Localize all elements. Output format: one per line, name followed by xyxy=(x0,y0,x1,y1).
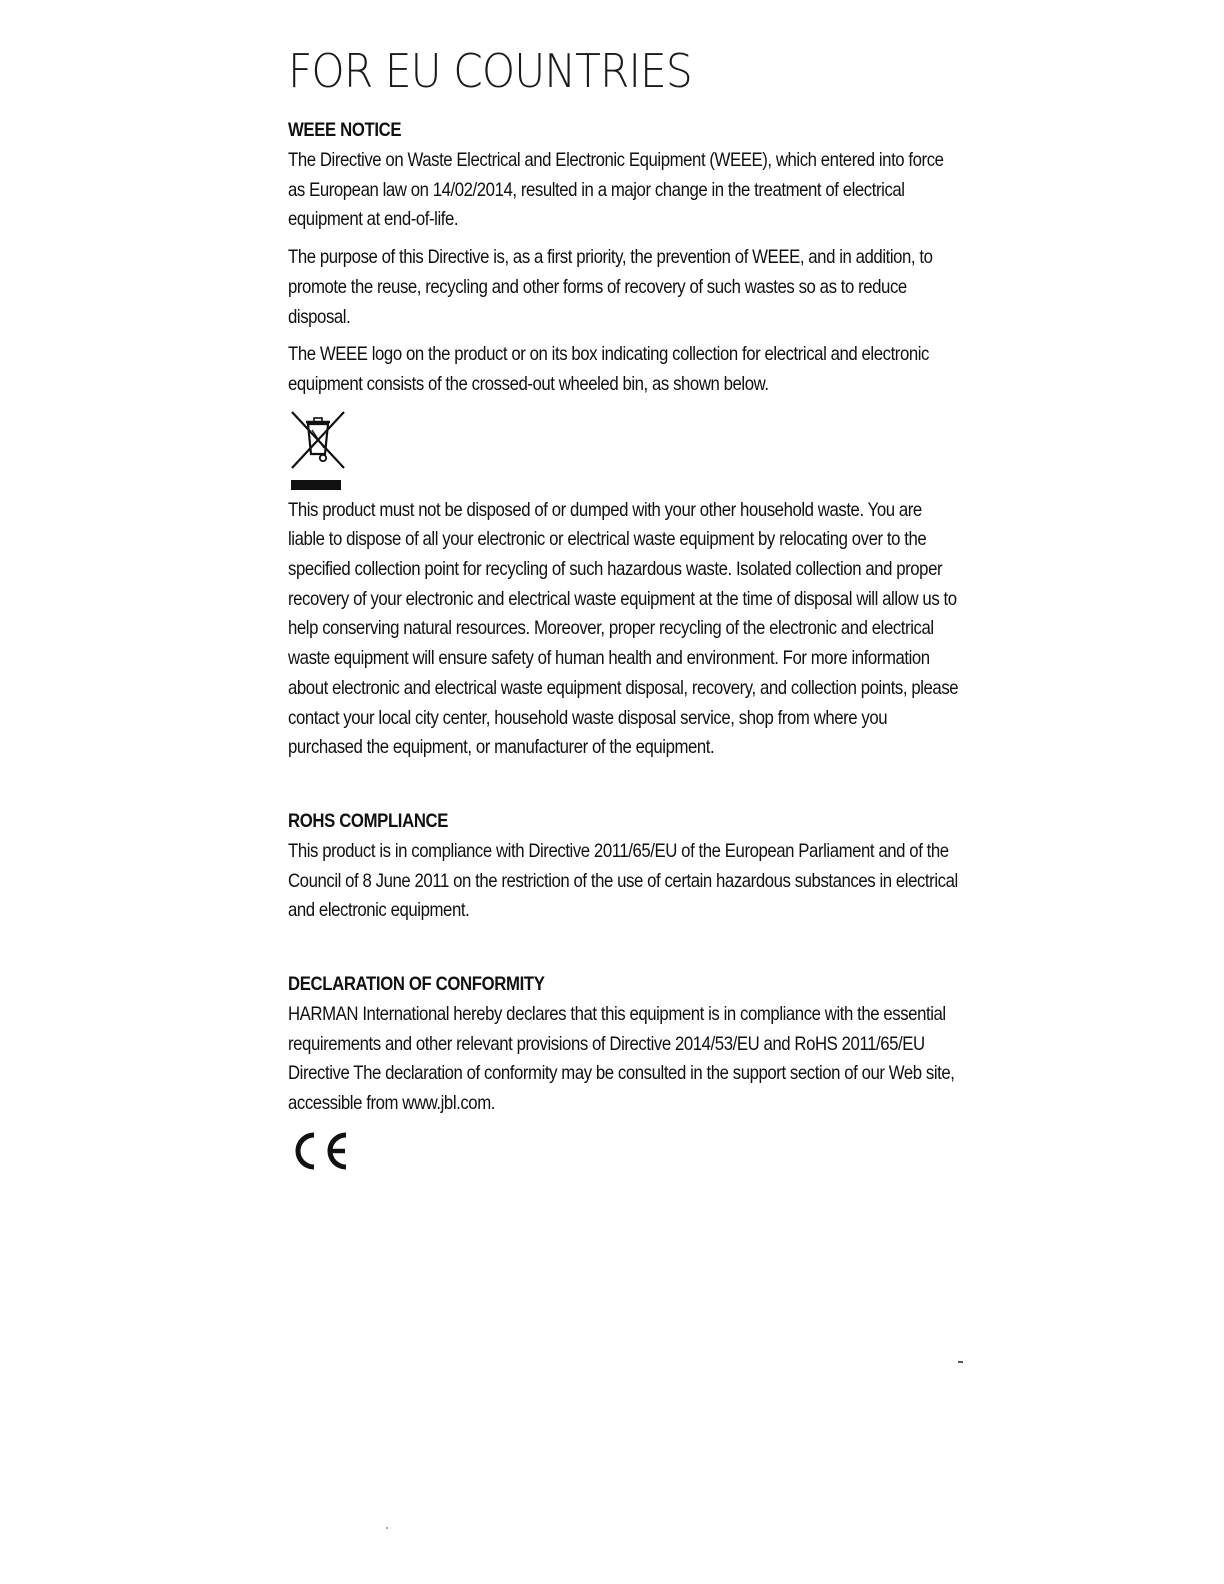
page-title: FOR EU COUNTRIES xyxy=(288,44,692,98)
weee-paragraph-3: The WEEE logo on the product or on its box indicating collection for electrical and electronic equipment consists of the crossed-out wheeled bin, as shown below. xyxy=(288,343,929,395)
weee-paragraph-1: The Directive on Waste Electrical and Electronic Equipment (WEEE), which entered into force as European law on 14/02/2014, resulted in a major change in the treatment of electrical equipment at end-of-life. xyxy=(288,149,944,231)
rohs-compliance-heading: ROHS COMPLIANCE xyxy=(288,810,449,832)
page-content xyxy=(288,40,978,1175)
scan-speck xyxy=(386,1527,388,1529)
weee-disposal-text: This product must not be disposed of or dumped with your other household waste. You are liable to dispose of all your electronic or electrical waste equipment by relocating over to the specified collection point for recycling of such hazardous waste. Isolated collection and proper recovery of your electronic and electrical waste equipment at the time of disposal will allow us to help conserving natural resources. Moreover, proper recycling of the electronic and electrical waste equipment will ensure safety of human health and environment. For more information about electronic and electrical waste equipment disposal, recovery, and collection points, please contact your local city center, household waste disposal service, shop from where you purchased the equipment, or manufacturer of the equipment. xyxy=(288,498,959,759)
declaration-of-conformity-text: HARMAN International hereby declares that this equipment is in compliance with the essential requirements and other relevant provisions of Directive 2014/53/EU and RoHS 2011/65/EU Directive The declaration of conformity may be consulted in the support section of our Web site, accessible from www.jbl.com. xyxy=(288,1003,955,1115)
crossed-out-wheeled-bin-icon xyxy=(288,408,348,492)
declaration-of-conformity-heading: DECLARATION OF CONFORMITY xyxy=(288,974,545,996)
weee-notice-heading: WEEE NOTICE xyxy=(288,120,402,141)
weee-paragraph-2: The purpose of this Directive is, as a first priority, the prevention of WEEE, and in addition, to promote the reuse, recycling and other forms of recovery of such wastes so as to reduce disposal. xyxy=(288,246,933,328)
ce-mark-icon xyxy=(288,1127,352,1175)
scan-speck xyxy=(958,1361,963,1363)
rohs-compliance-text: This product is in compliance with Directive 2011/65/EU of the European Parliament and of the Council of 8 June 2011 on the restriction of the use of certain hazardous substances in electrical and electronic equipment. xyxy=(288,839,958,922)
